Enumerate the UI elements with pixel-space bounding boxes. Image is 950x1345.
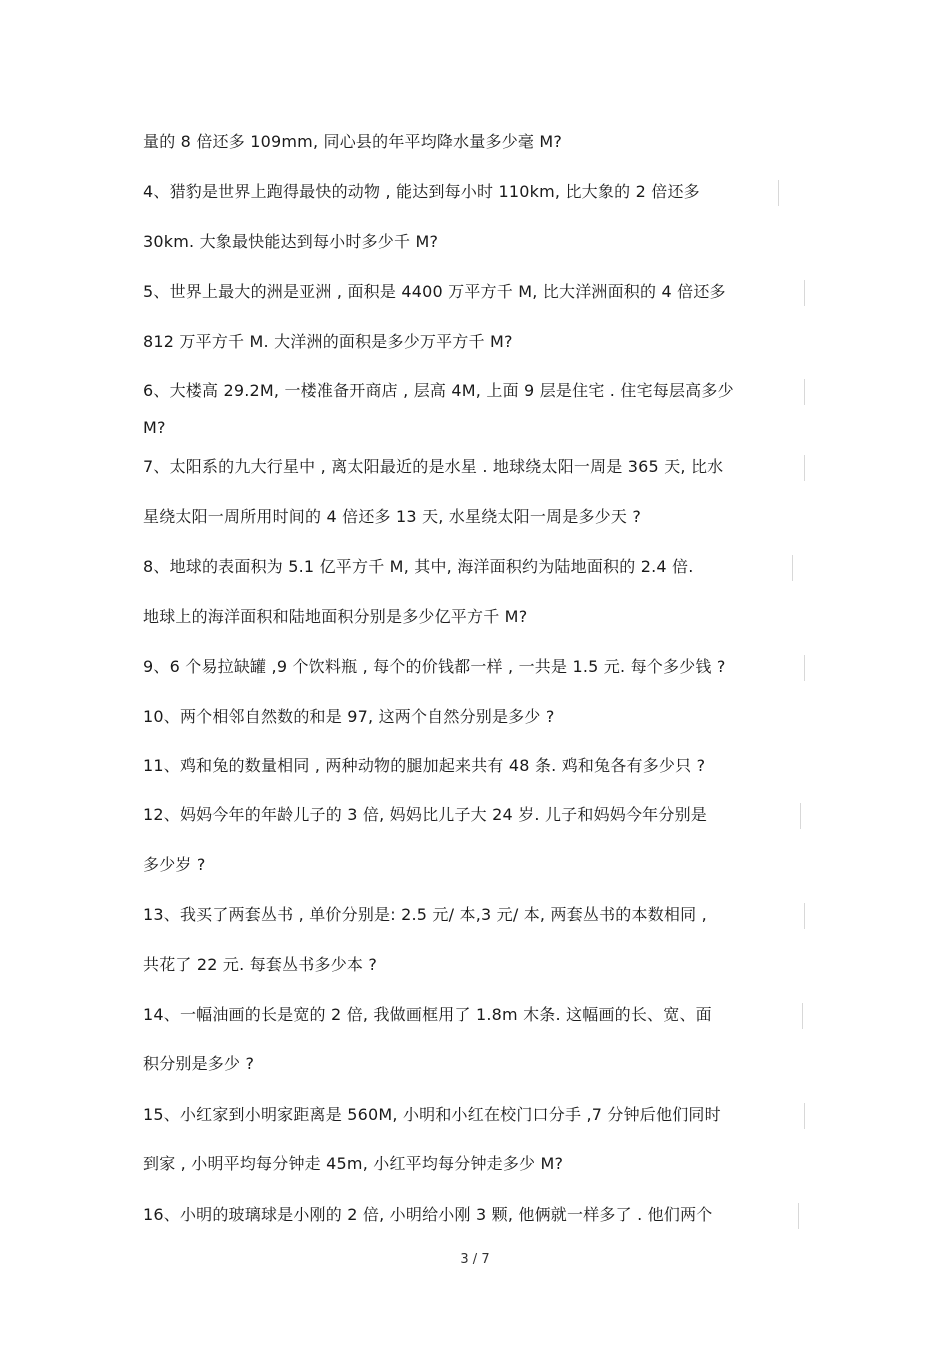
text-line: 10、两个相邻自然数的和是 97, 这两个自然分别是多少 ?	[143, 707, 555, 726]
text-line: 8、地球的表面积为 5.1 亿平方千 M, 其中, 海洋面积约为陆地面积的 2.4 倍.	[143, 557, 694, 576]
edge-mark	[792, 555, 793, 581]
text-line: 到家 , 小明平均每分钟走 45m, 小红平均每分钟走多少 M?	[143, 1154, 564, 1173]
text-line: 16、小明的玻璃球是小刚的 2 倍, 小明给小刚 3 颗, 他俩就一样多了 . 他们两个	[143, 1205, 713, 1224]
text-line: 7、太阳系的九大行星中 , 离太阳最近的是水星 . 地球绕太阳一周是 365 天, 比水	[143, 457, 724, 476]
text-line: 11、鸡和兔的数量相同 , 两种动物的腿加起来共有 48 条. 鸡和兔各有多少只 ?	[143, 756, 706, 775]
edge-mark	[804, 903, 805, 929]
edge-mark	[798, 1203, 799, 1229]
text-line: 12、妈妈今年的年龄儿子的 3 倍, 妈妈比儿子大 24 岁. 儿子和妈妈今年分别是	[143, 805, 707, 824]
page-number: 3 / 7	[460, 1252, 490, 1267]
text-line: 13、我买了两套丛书 , 单价分别是: 2.5 元/ 本,3 元/ 本, 两套丛书的本数相同 ,	[143, 905, 707, 924]
text-line: 30km. 大象最快能达到每小时多少千 M?	[143, 232, 439, 251]
text-line: 共花了 22 元. 每套丛书多少本 ?	[143, 955, 378, 974]
edge-mark	[804, 655, 805, 681]
text-line: 15、小红家到小明家距离是 560M, 小明和小红在校门口分手 ,7 分钟后他们同时	[143, 1105, 721, 1124]
text-line: 积分别是多少 ?	[143, 1054, 255, 1073]
text-line: 星绕太阳一周所用时间的 4 倍还多 13 天, 水星绕太阳一周是多少天 ?	[143, 507, 642, 526]
edge-mark	[804, 455, 805, 481]
text-line: M?	[143, 418, 166, 437]
text-line: 量的 8 倍还多 109mm, 同心县的年平均降水量多少毫 M?	[143, 132, 563, 151]
text-line: 6、大楼高 29.2M, 一楼准备开商店 , 层高 4M, 上面 9 层是住宅 . 住宅每层高多少	[143, 381, 734, 400]
text-line: 5、世界上最大的洲是亚洲 , 面积是 4400 万平方千 M, 比大洋洲面积的 4 倍还多	[143, 282, 726, 301]
edge-mark	[804, 1103, 805, 1129]
text-line: 9、6 个易拉缺罐 ,9 个饮料瓶 , 每个的价钱都一样 , 一共是 1.5 元. 每个多少钱 ?	[143, 657, 726, 676]
edge-mark	[802, 1003, 803, 1029]
edge-mark	[804, 280, 805, 306]
edge-mark	[804, 379, 805, 405]
text-line: 4、猎豹是世界上跑得最快的动物 , 能达到每小时 110km, 比大象的 2 倍还多	[143, 182, 700, 201]
text-line: 14、一幅油画的长是宽的 2 倍, 我做画框用了 1.8m 木条. 这幅画的长、宽、面	[143, 1005, 712, 1024]
text-line: 812 万平方千 M. 大洋洲的面积是多少万平方千 M?	[143, 332, 513, 351]
edge-mark	[778, 180, 779, 206]
text-line: 地球上的海洋面积和陆地面积分别是多少亿平方千 M?	[143, 607, 528, 626]
text-line: 多少岁 ?	[143, 855, 206, 874]
edge-mark	[800, 803, 801, 829]
